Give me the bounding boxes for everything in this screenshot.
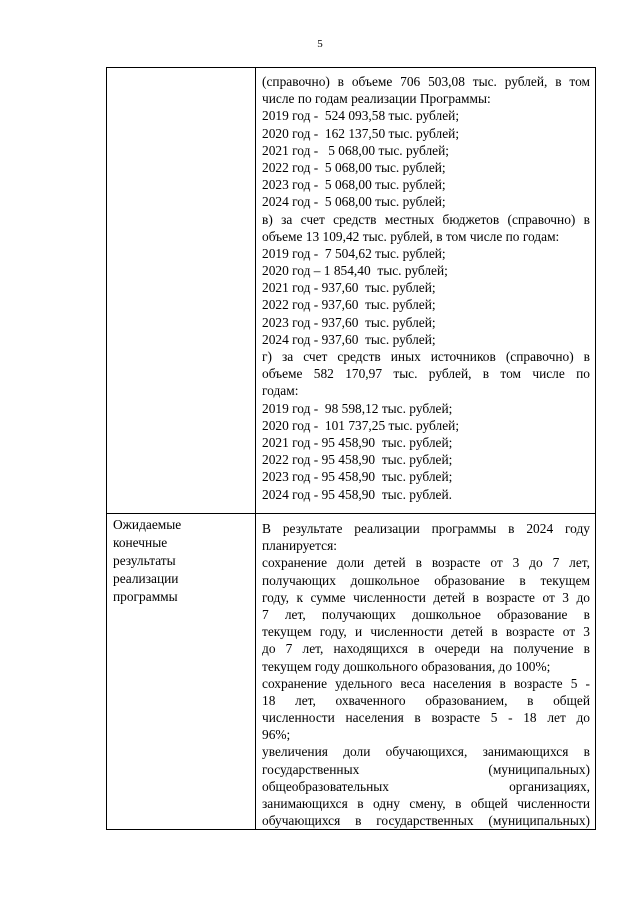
results-text-line: В результате реализации программы в 2024 году — [262, 521, 590, 536]
funding-label-cell — [107, 68, 256, 514]
results-label-line: Ожидаемые — [113, 517, 182, 532]
other-year-line: 2022 год - 95 458,90 тыс. рублей; — [262, 452, 453, 468]
local-budget-line: объеме 13 109,42 тыс. рублей, в том числе по годам: — [262, 228, 560, 244]
other-year-line: 2023 год - 95 458,90 тыс. рублей; — [262, 469, 453, 485]
other-year-line: 2021 год - 95 458,90 тыс. рублей; — [262, 434, 453, 450]
results-text-line: году, к сумме численности детей в возрасте от 3 до — [262, 589, 590, 605]
page-number: 5 — [317, 38, 323, 50]
results-text-line: 18 лет, охваченного образованием, в общей — [262, 692, 590, 708]
results-text-line: увеличения доли обучающихся, занимающихся в — [262, 744, 590, 760]
results-label-line: результаты — [113, 553, 176, 568]
results-text-line: получающих дошкольное образование в текущем — [262, 572, 590, 588]
regional-year-line: 2022 год - 5 068,00 тыс. рублей; — [262, 159, 446, 175]
results-text-line: сохранение удельного веса населения в возрасте 5 - — [262, 675, 590, 691]
table-row-results — [107, 514, 596, 830]
results-text-line: сохранение доли детей в возрасте от 3 до 7 лет, — [262, 555, 590, 571]
program-passport-table — [106, 67, 596, 830]
results-text-line: планируется: — [262, 538, 337, 554]
results-text-line: 96%; — [262, 727, 291, 743]
regional-year-line: 2024 год - 5 068,00 тыс. рублей; — [262, 194, 446, 210]
local-budget-line: в) за счет средств местных бюджетов (справочно) в — [262, 211, 590, 227]
regional-year-line: 2020 год - 162 137,50 тыс. рублей; — [262, 125, 460, 141]
results-label-line: программы — [113, 589, 178, 604]
other-year-line: 2020 год - 101 737,25 тыс. рублей; — [262, 417, 460, 433]
results-label-line: конечные — [113, 535, 168, 550]
results-text-line: общеобразовательных организациях, — [262, 778, 590, 794]
results-text-line: численности населения в возрасте 5 - 18 лет до — [262, 710, 590, 726]
results-text-line: государственных (муниципальных) — [262, 761, 590, 777]
results-text-line: 7 лет, получающих дошкольное образование в — [262, 606, 590, 622]
other-year-line: 2019 год - 98 598,12 тыс. рублей; — [262, 400, 453, 416]
results-text-line: до 7 лет, находящихся в очереди на получение в — [262, 641, 590, 657]
other-year-line: 2024 год - 95 458,90 тыс. рублей. — [262, 486, 452, 502]
local-year-line: 2019 год - 7 504,62 тыс. рублей; — [262, 245, 446, 261]
regional-year-line: 2019 год - 524 093,58 тыс. рублей; — [262, 108, 460, 124]
funding-text-cell — [256, 68, 596, 514]
local-year-line: 2023 год - 937,60 тыс. рублей; — [262, 314, 436, 330]
results-text-line: текущем году дошкольного образования, до 100%; — [262, 658, 551, 674]
results-text-cell — [256, 514, 596, 830]
regional-year-line: 2023 год - 5 068,00 тыс. рублей; — [262, 177, 446, 193]
results-text-line: занимающихся в одну смену, в общей численности — [262, 796, 590, 811]
results-label-line: реализации — [113, 571, 179, 586]
results-text-line: текущем году, и численности детей в возрасте от 3 — [262, 624, 590, 640]
other-sources-line: объеме 582 170,97 тыс. рублей, в том числе по — [262, 366, 590, 382]
results-label-cell — [107, 514, 256, 830]
local-year-line: 2024 год - 937,60 тыс. рублей; — [262, 331, 436, 347]
local-year-line: 2020 год – 1 854,40 тыс. рублей; — [262, 263, 448, 279]
table-row-funding — [107, 68, 596, 514]
regional-year-line: 2021 год - 5 068,00 тыс. рублей; — [262, 142, 449, 158]
local-year-line: 2021 год - 937,60 тыс. рублей; — [262, 280, 436, 296]
other-sources-line: годам: — [262, 383, 299, 399]
funding-intro-line: числе по годам реализации Программы: — [262, 91, 491, 107]
other-sources-line: г) за счет средств иных источников (справочно) в — [262, 349, 590, 364]
funding-intro-line: (справочно) в объеме 706 503,08 тыс. рублей, в том — [262, 74, 590, 89]
results-text-line: обучающихся в государственных (муниципальных) — [262, 813, 590, 829]
local-year-line: 2022 год - 937,60 тыс. рублей; — [262, 297, 436, 313]
